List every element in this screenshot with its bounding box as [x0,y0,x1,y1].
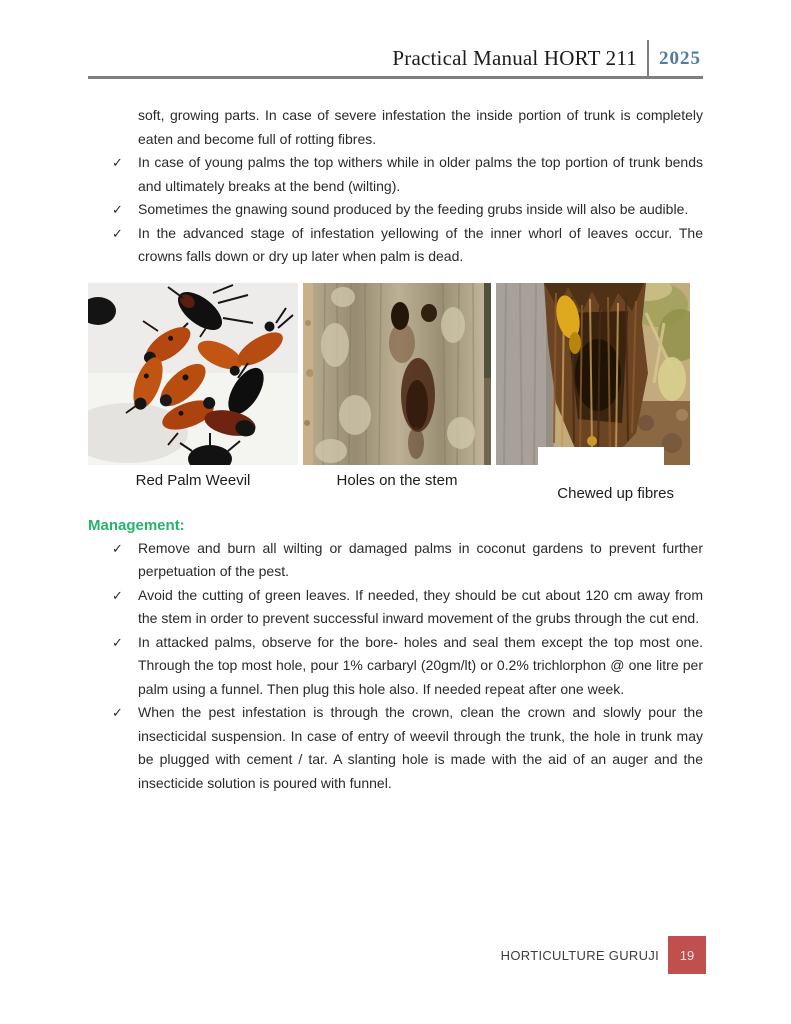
intro-continuation-paragraph: soft, growing parts. In case of severe infestation the inside portion of trunk is completely eaten and become full of rotting fibres. [138,107,703,147]
page-footer [501,936,706,974]
checkmark-icon: ✓ [112,155,123,170]
symptom-item [88,151,703,198]
management-item [88,537,703,584]
management-item [88,631,703,702]
checkmark-icon: ✓ [112,202,123,217]
page-header [88,40,703,79]
footer-brand: HORTICULTURE GURUJI [500,947,659,963]
symptom-item [88,198,703,222]
management-text: When the pest infestation is through the crown, clean the crown and slowly pour the insecticidal suspension. In case of entry of weevil through the trunk, the hole in trunk may be plugged with cement / tar. A slanting hole is made with the aid of an auger and the insecticide solution is poured with funnel. [138,704,703,791]
figure-row [88,283,703,502]
management-text: Avoid the cutting of green leaves. If needed, they should be cut about 120 cm away from the stem in order to prevent successful inward movement of the grubs through the cut end. [138,586,703,626]
checkmark-icon: ✓ [112,587,123,603]
page-content [88,104,703,795]
symptom-text: In the advanced stage of infestation yellowing of the inner whorl of leaves occur. The crowns falls down or dry up later when palm is dead. [138,224,703,264]
page-number-badge: 19 [668,936,706,974]
stem-holes-photo [303,283,491,465]
figure-caption: Chewed up fibres [545,482,686,503]
management-heading: Management: [88,516,185,534]
management-text: Remove and burn all wilting or damaged palms in coconut gardens to prevent further perpetuation of the pest. [138,539,703,579]
red-palm-weevil-photo [88,283,298,465]
symptom-text: Sometimes the gnawing sound produced by the feeding grubs inside will also be audible. [138,201,689,217]
checkmark-icon: ✓ [112,634,123,650]
figure-caption: Holes on the stem [336,471,458,489]
chewed-fibres-photo [496,283,690,465]
management-text: In attacked palms, observe for the bore- holes and seal them except the top most one. Through the top most hole, pour 1% carbaryl (20gm/lt) or 0.2% trichlorphon @ one litre per palm using a funnel. Then plug this hole also. If needed repeat after one week. [138,633,703,697]
management-item [88,701,703,795]
manual-title: Practical Manual HORT 211 [392,46,637,70]
checkmark-icon: ✓ [112,705,123,720]
manual-year: 2025 [647,40,703,76]
symptom-text: In case of young palms the top withers while in older palms the top portion of trunk bends and ultimately breaks at the bend (wilting). [138,154,703,194]
figure-red-palm-weevil [88,283,298,489]
figure-holes-on-stem [303,283,491,489]
figure-caption: Red Palm Weevil [135,471,251,489]
checkmark-icon: ✓ [112,225,123,241]
figure-chewed-fibres [496,283,690,502]
management-item [88,584,703,631]
symptom-item [88,222,703,269]
checkmark-icon: ✓ [112,540,123,556]
